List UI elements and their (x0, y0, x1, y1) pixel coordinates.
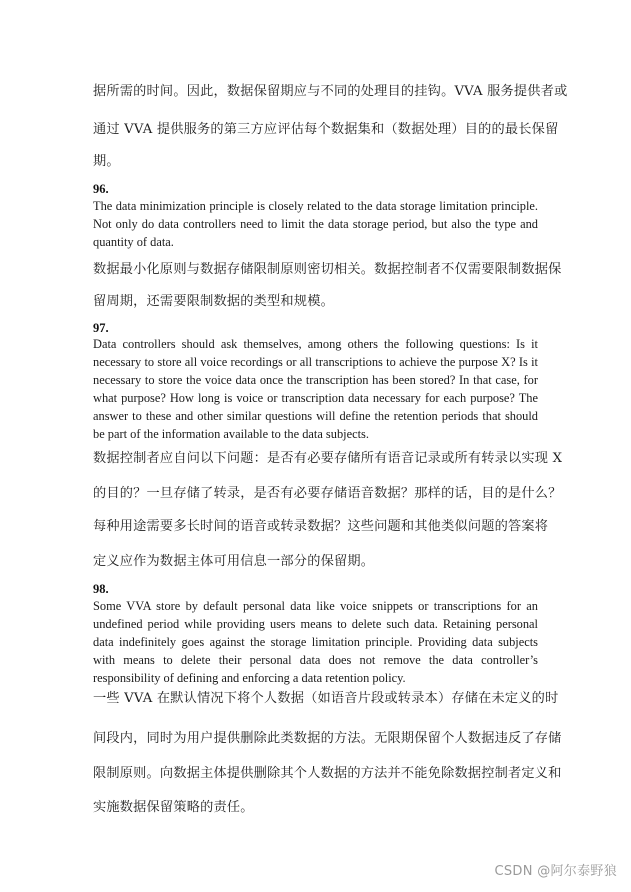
section-98-zh-line-1: 一些 VVA 在默认情况下将个人数据（如语音片段或转录本）存储在未定义的时 (93, 691, 559, 706)
paragraph-95-zh-line-3: 期。 (93, 154, 120, 169)
section-97-zh-line-1: 数据控制者应自问以下问题：是否有必要存储所有语音记录或所有转录以实现 X (93, 451, 563, 466)
section-97-zh-line-2: 的目的？一旦存储了转录，是否有必要存储语音数据？那样的话，目的是什么？ (93, 486, 562, 501)
section-96-zh-line-1: 数据最小化原则与数据存储限制原则密切相关。数据控制者不仅需要限制数据保 (93, 262, 562, 277)
section-98-english: Some VVA store by default personal data like voice snippets or transcriptions for an undefined period while providing users means to delete such data. Retaining personal data indefinitely goes against the storage limitation principle. Providing data subjects with means to delete their personal data does not remove the data controller’s responsibility of defining and enforcing a data retention policy. (93, 599, 538, 685)
section-number-96: 96. (93, 182, 109, 196)
csdn-watermark: CSDN @阿尔泰野狼 (494, 864, 617, 879)
paragraph-95-zh-line-1: 据所需的时间。因此，数据保留期应与不同的处理目的挂钩。VVA 服务提供者或 (93, 84, 568, 99)
section-98-zh-line-2: 间段内，同时为用户提供删除此类数据的方法。无限期保留个人数据违反了存储 (93, 731, 562, 746)
paragraph-95-zh-line-2: 通过 VVA 提供服务的第三方应评估每个数据集和（数据处理）目的的最长保留 (93, 122, 559, 137)
section-98-zh-line-4: 实施数据保留策略的责任。 (93, 800, 254, 815)
section-96-english: The data minimization principle is closely related to the data storage limitation principle. Not only do data controllers need to limit the data storage period, but also the type and quantity of data. (93, 199, 538, 249)
section-97-zh-line-3: 每种用途需要多长时间的语音或转录数据？这些问题和其他类似问题的答案将 (93, 519, 549, 534)
section-number-98: 98. (93, 582, 109, 596)
section-98-zh-line-3: 限制原则。向数据主体提供删除其个人数据的方法并不能免除数据控制者定义和 (93, 766, 562, 781)
section-97-zh-line-4: 定义应作为数据主体可用信息一部分的保留期。 (93, 554, 375, 569)
section-97-english: Data controllers should ask themselves, among others the following questions: Is it necessary to store all voice recordings or all transcriptions to achieve the purpose X? Is it necessary to store the voice data once the transcription has been stored? In that case, for what purpose? How long is voice or transcription data necessary for each purpose? The answer to these and other similar questions will define the retention periods that should be part of the information available to the data subjects. (93, 337, 538, 441)
section-number-97: 97. (93, 321, 109, 335)
section-96-zh-line-2: 留周期，还需要限制数据的类型和规模。 (93, 294, 334, 309)
